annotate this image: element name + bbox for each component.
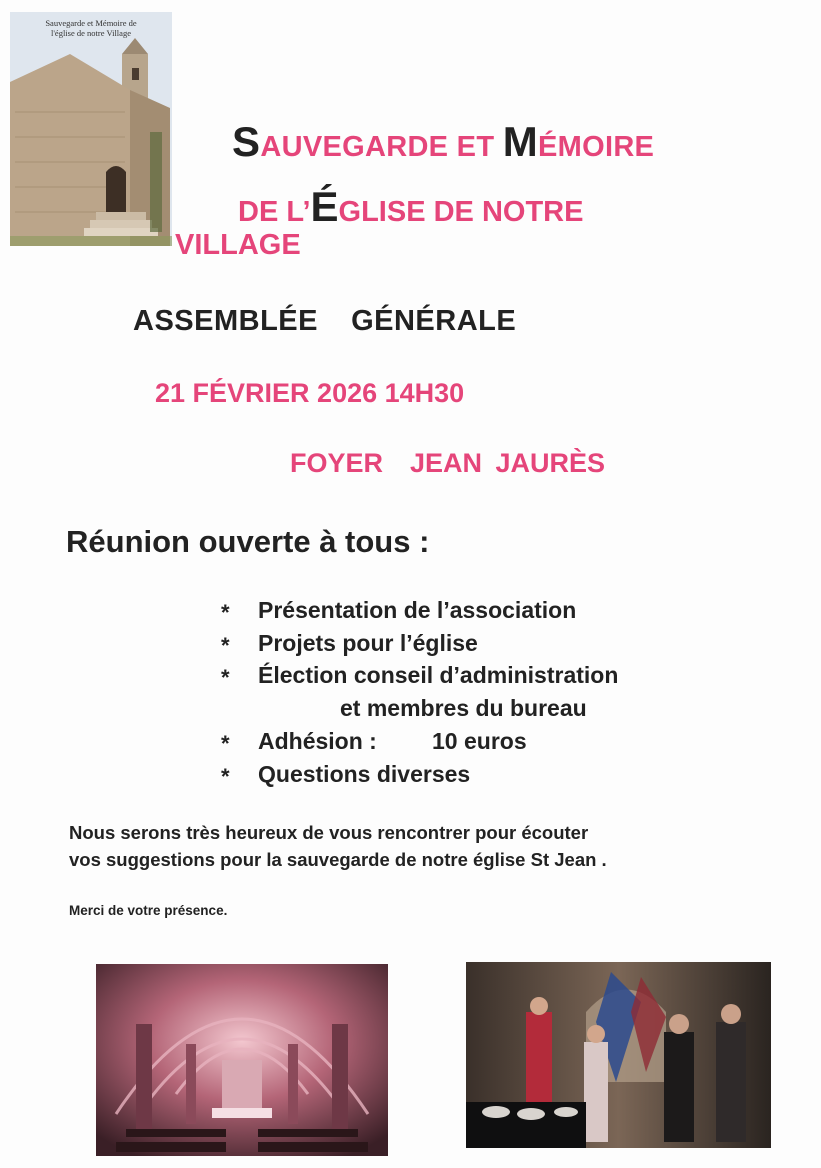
ceremony-illustration <box>466 962 771 1148</box>
bullet-1: * <box>221 600 230 625</box>
header-line-2-part2: GLISE DE NOTRE <box>338 196 584 228</box>
header-line-2 <box>238 183 583 231</box>
agenda-item-3: Élection conseil d’administration <box>258 662 619 688</box>
thanks-note: Merci de votre présence. <box>69 903 228 918</box>
header-initial-s: S <box>232 118 261 165</box>
church-exterior-photo <box>10 12 172 246</box>
agenda-item-2: Projets pour l’église <box>258 630 478 656</box>
church-exterior-illustration <box>10 12 172 246</box>
bullet-2: * <box>221 633 230 658</box>
header-line-1-part2: ÉMOIRE <box>538 131 655 163</box>
photo-caption-line1: Sauvegarde et Mémoire de <box>45 18 137 28</box>
photo-caption-line2: l'église de notre Village <box>51 28 131 38</box>
agenda-item-1: Présentation de l’association <box>258 597 577 623</box>
church-interior-photo <box>96 964 388 1156</box>
bullet-3: * <box>221 665 230 690</box>
event-location: FOYER JEAN JAURÈS <box>290 448 606 478</box>
church-interior-illustration <box>96 964 388 1156</box>
header-line-1 <box>232 118 654 166</box>
header-initial-m: M <box>502 118 538 165</box>
header-line-3: VILLAGE <box>175 229 301 261</box>
ceremony-photo <box>466 962 771 1148</box>
intro-heading: Réunion ouverte à tous : <box>66 524 430 559</box>
bullet-4: * <box>221 731 230 756</box>
closing-line-1: Nous serons très heureux de vous rencontrer pour écouter <box>69 822 589 843</box>
event-date: 21 FÉVRIER 2026 14H30 <box>155 378 465 408</box>
agenda-item-4-label: Adhésion : <box>258 728 377 754</box>
photo-caption <box>10 18 172 38</box>
agenda-item-5: Questions diverses <box>258 761 471 787</box>
agenda-item-3-continuation: et membres du bureau <box>340 695 587 721</box>
header-line-1-part1: AUVEGARDE ET <box>260 131 503 163</box>
header-line-2-part1: DE L’ <box>238 196 311 228</box>
bullet-5: * <box>221 764 230 789</box>
closing-line-2: vos suggestions pour la sauvegarde de notre église St Jean . <box>69 849 607 870</box>
event-title: ASSEMBLÉE GÉNÉRALE <box>133 305 517 337</box>
agenda-item-4-value: 10 euros <box>432 728 527 754</box>
header-initial-e: É <box>310 183 339 230</box>
